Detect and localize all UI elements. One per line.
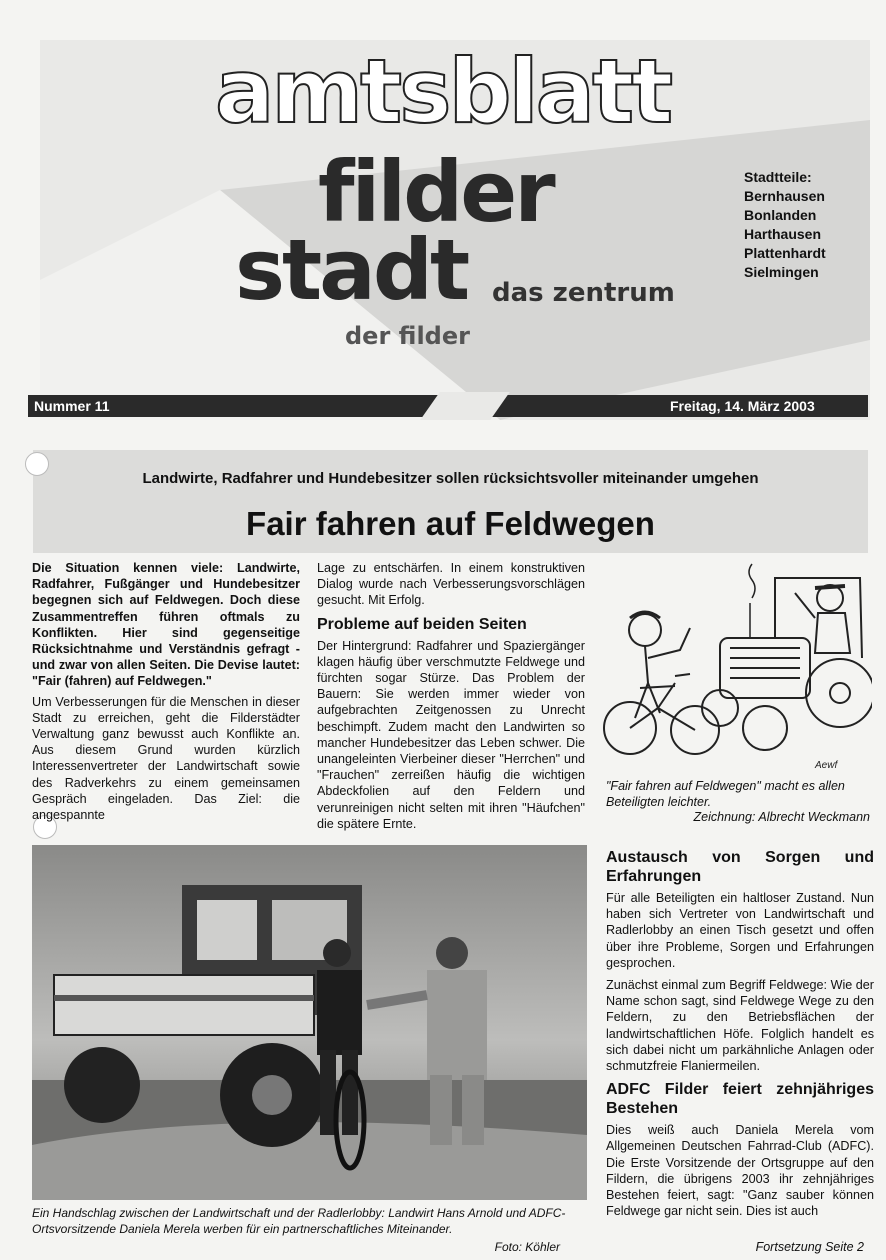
subheading: ADFC Filder feiert zehnjähriges Bestehen	[606, 1081, 874, 1118]
article-column-2	[317, 560, 585, 832]
masthead-city-line1: filder	[318, 143, 553, 241]
photo-credit: Foto: Köhler	[494, 1240, 560, 1254]
district-item: Bernhausen	[744, 188, 825, 204]
subheading: Probleme auf beiden Seiten	[317, 615, 527, 633]
article-paragraph: Für alle Beteiligten ein haltloser Zustand. Nun haben sich Vertreter von Landwirtschaft und Radlerlobby an einen Tisch gesetzt und offen über ihre Probleme, Sorgen und Erfahrungen gesprochen.	[606, 891, 874, 970]
article-headline: Fair fahren auf Feldwegen	[246, 505, 655, 542]
tractor-handshake-photo	[32, 845, 587, 1200]
article-paragraph: Zunächst einmal zum Begriff Feldwege: Wie der Name schon sagt, sind Feldwege Wege zu den Feldern, zu den Betriebsflächen der landwirtschaftlichen Höfe. Folglich handelt es sich dabei nicht um parkähnliche Anlagen oder schmutzfreie Flaniermeilen.	[606, 978, 874, 1074]
photo-caption: Ein Handschlag zwischen der Landwirtschaft und der Radlerlobby: Landwirt Hans Arnold und ADFC-Ortsvorsitzende Daniela Merela werben für ein partnerschaftliches Miteinander.	[32, 1206, 566, 1236]
masthead-city-line2: stadt	[235, 221, 468, 319]
article-kicker: Landwirte, Radfahrer und Hundebesitzer sollen rücksichtsvoller miteinander umgehen	[142, 470, 759, 487]
illustration-signature: Aewf	[815, 760, 838, 771]
districts-label: Stadtteile:	[744, 169, 812, 185]
issue-date: Freitag, 14. März 2003	[670, 398, 815, 414]
masthead-slogan-2: der filder	[345, 322, 470, 350]
article-lead: Die Situation kennen viele: Landwirte, Radfahrer, Fußgänger und Hundebesitzer begegnen sich auf Feldwegen. Doch diese Zusammentreffen führen oftmals zu Konflikten. Hier sind gegenseitige Rücksichtnahme und Verständnis gefragt - und zwar von allen Seiten. Die Devise lautet: "Fair (fahren) auf Feldwegen."	[32, 561, 300, 689]
district-item: Sielmingen	[744, 264, 819, 280]
continued-note: Fortsetzung Seite 2	[755, 1240, 864, 1254]
cartoon-illustration	[600, 558, 872, 773]
district-item: Harthausen	[744, 226, 822, 242]
masthead-title: amtsblatt	[215, 40, 671, 143]
article-column-3	[606, 848, 874, 1219]
illustration-credit: Zeichnung: Albrecht Weckmann	[693, 810, 870, 824]
illustration-caption: "Fair fahren auf Feldwegen" macht es allen Beteiligten leichter.	[606, 779, 845, 809]
district-item: Bonlanden	[744, 207, 817, 223]
article-paragraph: Um Verbesserungen für die Menschen in dieser Stadt zu erreichen, geht die Filderstädter Verwaltung ganz bewusst auch Konflikte an. Aus diesem Grund wurden kürzlich Interessenvertreter der Landwirtschaft sowie des Radverkehrs zu einem gemeinsamen Gespräch eingeladen. Das Ziel: die angespannte	[32, 694, 300, 823]
districts-list	[744, 168, 826, 282]
subheading: Austausch von Sorgen und Erfahrungen	[606, 849, 874, 885]
masthead-slogan-1: das zentrum	[492, 278, 675, 308]
article-column-1	[32, 560, 300, 823]
article-paragraph: Der Hintergrund: Radfahrer und Spaziergänger klagen häufig über verschmutzte Feldwege und fürchten sogar Stürze. Das Problem der Bauern: Sie werden immer wieder von aufgebrachten Zeitgenossen zu Unrecht beschimpft. Zudem macht den Landwirten so mancher Hundebesitzer das Leben schwer. Die unangeleinten Vierbeiner dieser "Herrchen" und "Frauchen" zerreißen häufig die wichtigen Abdeckfolien auf den Feldern und verunreinigen nicht selten mit ihren "Häufchen" die spätere Ernte.	[317, 638, 585, 831]
article-paragraph: Lage zu entschärfen. In einem konstruktiven Dialog wurde nach Verbesserungsvorschlägen gesucht. Mit Erfolg.	[317, 561, 585, 608]
district-item: Plattenhardt	[744, 245, 826, 261]
issue-number: Nummer 11	[34, 398, 110, 414]
article-paragraph: Dies weiß auch Daniela Merela vom Allgemeinen Deutschen Fahrrad-Club (ADFC). Die Erste Vorsitzende der Ortsgruppe auf den Fildern, die übrigens 2003 ihr zehnjähriges Bestehen feiert, sagt: "Ganz sauber können Feldwege gar nicht sein. Dies ist auch	[606, 1123, 874, 1219]
